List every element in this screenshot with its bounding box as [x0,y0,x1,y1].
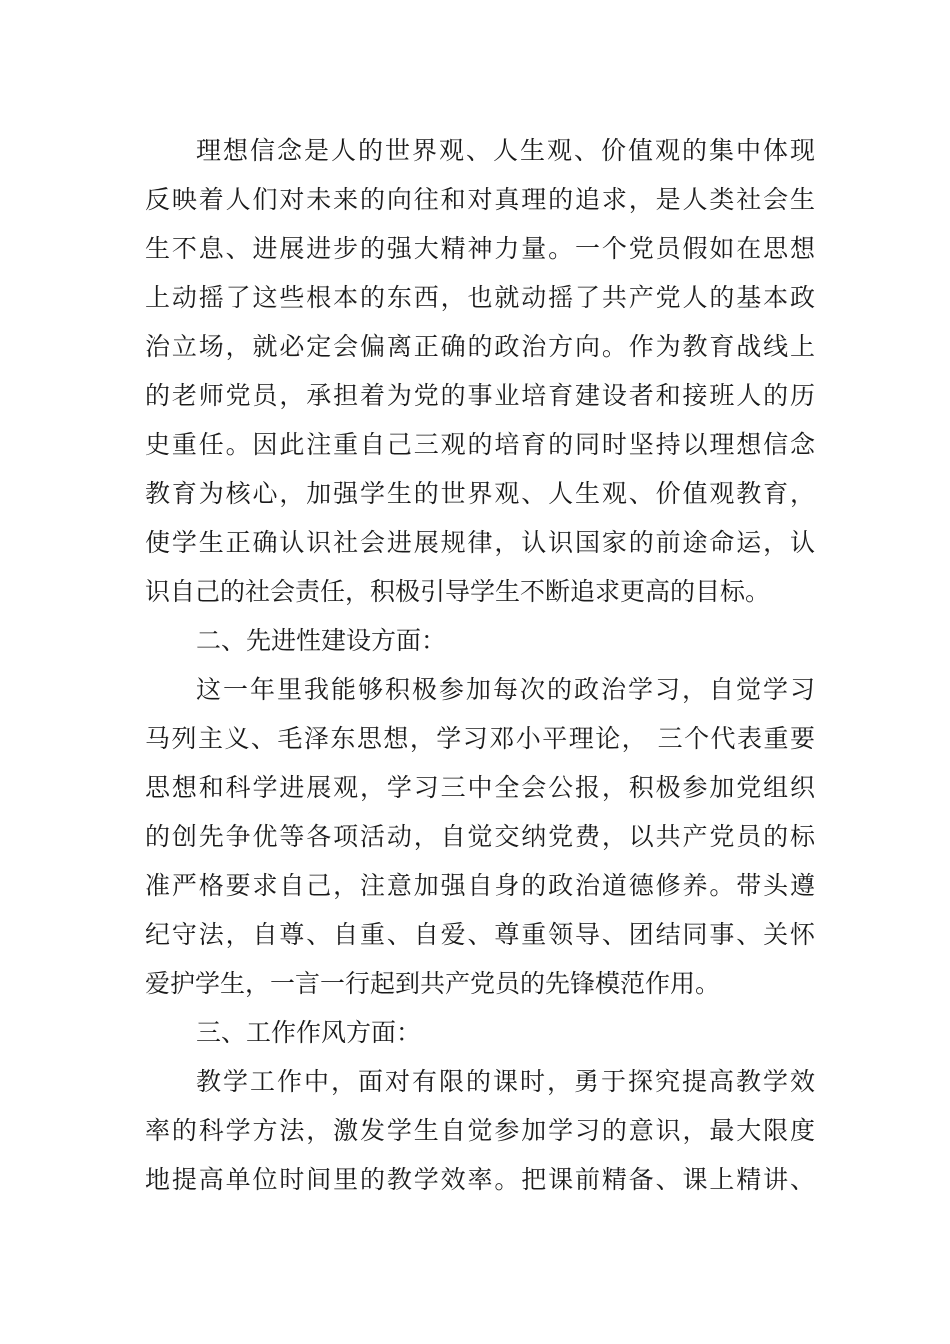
paragraph-line: 教育为核心，加强学生的世界观、人生观、价值观教育， [145,479,815,508]
paragraph-line: 反映着人们对未来的向往和对真理的追求，是人类社会生 [145,185,815,214]
paragraph-line: 率的科学方法，激发学生自觉参加学习的意识，最大限度 [145,1116,815,1145]
paragraph-line: 上动摇了这些根本的东西，也就动摇了共产党人的基本政 [145,283,815,312]
paragraph-line: 理想信念是人的世界观、人生观、价值观的集中体现 [196,136,815,165]
section-heading: 三、工作作风方面： [196,1018,422,1047]
paragraph-line: 爱护学生，一言一行起到共产党员的先锋模范作用。 [145,969,721,998]
paragraph-line: 的创先争优等各项活动，自觉交纳党费，以共产党员的标 [145,822,815,851]
paragraph-line: 治立场，就必定会偏离正确的政治方向。作为教育战线上 [145,332,815,361]
paragraph-line: 这一年里我能够积极参加每次的政治学习，自觉学习 [196,675,815,704]
paragraph-line: 史重任。因此注重自己三观的培育的同时坚持以理想信念 [145,430,815,459]
paragraph-line: 识自己的社会责任，积极引导学生不断追求更高的目标。 [145,577,771,606]
paragraph-line: 地提高单位时间里的教学效率。把课前精备、课上精讲、 [145,1165,815,1194]
paragraph-line: 教学工作中，面对有限的课时，勇于探究提高教学效 [196,1067,815,1096]
paragraph-line: 准严格要求自己，注意加强自身的政治道德修养。带头遵 [145,871,815,900]
paragraph-line: 思想和科学进展观，学习三中全会公报，积极参加党组织 [145,773,815,802]
paragraph-line: 纪守法，自尊、自重、自爱、尊重领导、团结同事、关怀 [145,920,815,949]
section-heading: 二、先进性建设方面： [196,626,447,655]
paragraph-line: 生不息、进展进步的强大精神力量。一个党员假如在思想 [145,234,815,263]
paragraph-line: 马列主义、毛泽东思想，学习邓小平理论， 三个代表重要 [145,724,815,753]
paragraph-line: 的老师党员，承担着为党的事业培育建设者和接班人的历 [145,381,815,410]
paragraph-line: 使学生正确认识社会进展规律，认识国家的前途命运，认 [145,528,815,557]
